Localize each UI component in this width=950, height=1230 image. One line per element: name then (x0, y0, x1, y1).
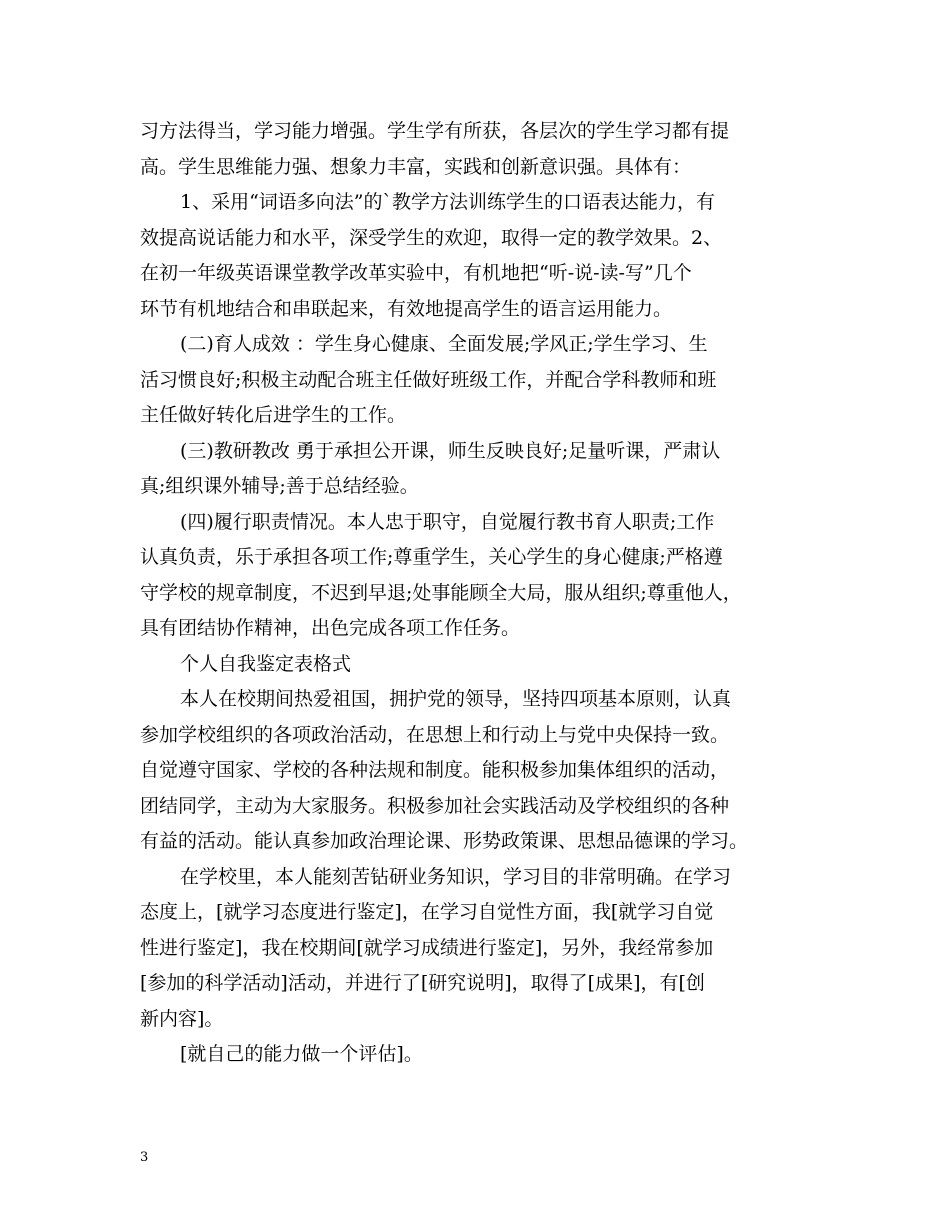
text-line: 习方法得当，学习能力增强。学生学有所获，各层次的学生学习都有提 (140, 120, 730, 142)
text-line: 性进行鉴定]，我在校期间[就学习成绩进行鉴定]，另外，我经常参加 (140, 936, 714, 959)
text-line: 本人在校期间热爱祖国，拥护党的领导，坚持四项基本原则，认真 (180, 688, 732, 710)
document-body (140, 114, 820, 1073)
text-line: 在学校里，本人能刻苦钻研业务知识，学习目的非常明确。在学习 (180, 865, 732, 888)
section-heading: 个人自我鉴定表格式 (180, 652, 352, 675)
text-line: 在初一年级英语课堂教学改革实验中，有机地把“听-说-读-写”几个 (140, 262, 692, 284)
text-line: 主任做好转化后进学生的工作。 (140, 404, 407, 426)
text-line: 效提高说话能力和水平，深受学生的欢迎，取得一定的教学效果。2、 (140, 226, 723, 249)
page-number: 3 (140, 1150, 149, 1165)
text-line: [就自己的能力做一个评估]。 (180, 1043, 423, 1065)
text-line: 有益的活动。能认真参加政治理论课、形势政策课、思想品德课的学习。 (140, 830, 749, 852)
text-line: (二)育人成效 ：学生身心健康、全面发展;学风正;学生学习、生 (180, 333, 708, 355)
text-line: 态度上，[就学习态度进行鉴定]，在学习自觉性方面，我[就学习自觉 (140, 901, 714, 923)
text-line: 环节有机地结合和串联起来，有效地提高学生的语言运用能力。 (140, 297, 673, 320)
text-line: 自觉遵守国家、学校的各种法规和制度。能积极参加集体组织的活动， (140, 759, 730, 781)
text-line: 团结同学，主动为大家服务。积极参加社会实践活动及学校组织的各种 (140, 794, 730, 817)
text-line: (三)教研教改 勇于承担公开课，师生反映良好;足量听课，严肃认 (180, 439, 721, 462)
text-line: 真;组织课外辅导;善于总结经验。 (140, 475, 419, 497)
text-line: 守学校的规章制度，不迟到早退;处事能顾全大局，服从组织;尊重他人， (140, 581, 742, 604)
text-line: 高。学生思维能力强、想象力丰富，实践和创新意识强。具体有： (140, 155, 692, 178)
text-line: 参加学校组织的各项政治活动，在思想上和行动上与党中央保持一致。 (140, 723, 730, 746)
text-line: [参加的科学活动]活动，并进行了[研究说明]，取得了[成果]，有[创 (140, 972, 705, 994)
text-line: 1、采用“词语多向法”的`教学方法训练学生的口语表达能力，有 (180, 191, 716, 213)
text-line: 活习惯良好;积极主动配合班主任做好班级工作，并配合学科教师和班 (140, 368, 717, 391)
text-line: 具有团结协作精神，出色完成各项工作任务。 (140, 617, 521, 639)
text-line: 认真负责，乐于承担各项工作;尊重学生，关心学生的身心健康;严格遵 (140, 546, 723, 568)
text-line: 新内容]。 (140, 1007, 224, 1030)
text-line: (四)履行职责情况。本人忠于职守，自觉履行教书育人职责;工作 (180, 510, 715, 533)
